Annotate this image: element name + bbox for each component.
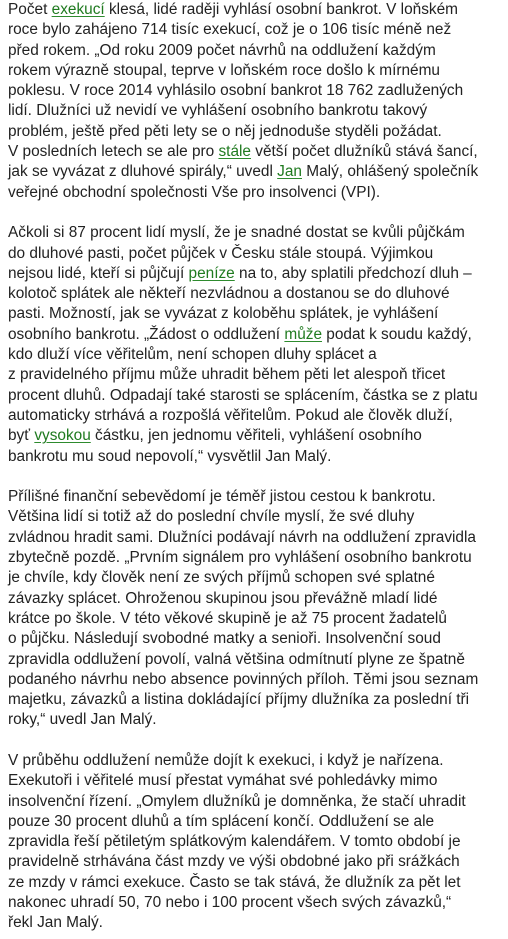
article-paragraph (8, 751, 508, 934)
text-segment: na to, aby splatili předchozí dluh – (234, 264, 472, 282)
text-line (8, 893, 508, 913)
keyword-link[interactable]: může (284, 325, 323, 343)
text-line (8, 528, 508, 548)
text-segment: řekl Jan Malý. (8, 914, 103, 932)
text-line (8, 650, 508, 670)
text-segment: procent dluhů. Odpadají také starosti se splácením, částka se z platu (8, 386, 478, 404)
keyword-link[interactable]: stále (218, 143, 251, 161)
keyword-link[interactable]: exekucí (51, 1, 105, 18)
text-segment: V posledních letech se ale pro (8, 143, 219, 161)
text-segment: zpravidla oddlužení povolí, valná většina odmítnutí plyne ze špatně (8, 650, 465, 668)
keyword-link[interactable]: peníze (188, 264, 235, 282)
text-line (8, 142, 508, 162)
text-line (8, 792, 508, 812)
text-segment: nejsou lidé, kteří si půjčují (8, 264, 189, 282)
text-segment: do dluhové pasti, počet půjček v Česku stále stoupá. Výjimkou (8, 244, 434, 262)
text-segment: Většina lidí si totiž až do poslední chvíle myslí, že své dluhy (8, 508, 415, 526)
text-line (8, 244, 508, 264)
text-line (8, 751, 508, 771)
text-line (8, 20, 508, 40)
text-line (8, 852, 508, 872)
text-segment: majetku, závazků a listina dokládající příjmy dlužníka za poslední tři (8, 691, 470, 709)
text-segment: zbytečně pozdě. „Prvním signálem pro vyhlášení osobního bankrotu (8, 549, 472, 567)
text-segment: byť (8, 427, 35, 445)
text-line (8, 162, 508, 182)
text-segment: veřejné obchodní společnosti Vše pro insolvenci (VPI). (8, 183, 381, 201)
text-line (8, 386, 508, 406)
text-segment: větší počet dlužníků stává šancí, (251, 143, 478, 161)
text-segment: pravidelně strhávána část mzdy ve výši obdobné jako při srážkách (8, 853, 460, 871)
text-line (8, 264, 508, 284)
text-segment: o půjčku. Následují svobodné matky a senioři. Insolvenční soud (8, 630, 441, 648)
text-segment: Ačkoli si 87 procent lidí myslí, že je snadné dostat se kvůli půjčkám (8, 224, 465, 242)
text-line (8, 832, 508, 852)
text-segment: částku, jen jednomu věřiteli, vyhlášení osobního (90, 427, 422, 445)
text-line (8, 122, 508, 142)
text-line (8, 589, 508, 609)
text-segment: zvládnou hradit sami. Dlužníci podávají návrh na oddlužení zpravidla (8, 528, 476, 546)
text-line (8, 710, 508, 730)
text-segment: poklesu. V roce 2014 vyhlásilo osobní bankrot 18 762 zadlužených (8, 82, 464, 100)
text-segment: lidí. Dlužníci už nevidí ve vyhlášení osobního bankrotu takový (8, 102, 428, 120)
text-segment: Exekutoři i věřitelé musí přestat vymáhat své pohledávky mimo (8, 772, 438, 790)
text-segment: z pravidelného příjmu může uhradit během pěti let alespoň třicet (8, 366, 446, 384)
text-line (8, 548, 508, 568)
text-segment: pasti. Možností, jak se vyvázat z koloběhu splátek, je vyhlášení (8, 305, 439, 323)
text-line (8, 365, 508, 385)
text-line (8, 0, 508, 20)
text-line (8, 568, 508, 588)
text-segment: V průběhu oddlužení nemůže dojít k exekuci, i když je nařízena. (8, 751, 444, 769)
text-segment: podat k soudu každý, (322, 325, 472, 343)
text-segment: pouze 30 procent dluhů a tím splácení končí. Oddlužení se ale (8, 812, 435, 830)
text-line (8, 670, 508, 690)
text-line (8, 447, 508, 467)
keyword-link[interactable]: vysokou (34, 427, 91, 445)
text-segment: osobního bankrotu. „Žádost o oddlužení (8, 325, 285, 343)
text-segment: rokem výrazně stoupal, teprve v loňském roce došlo k mírnému (8, 61, 440, 79)
text-line (8, 81, 508, 101)
text-line (8, 771, 508, 791)
text-line (8, 284, 508, 304)
text-segment: je chvíle, kdy člověk není ze svých příjmů schopen své splatné (8, 569, 435, 587)
text-line (8, 690, 508, 710)
text-segment: kdo dluží více věřitelům, není schopen dluhy splácet a (8, 346, 377, 364)
text-line (8, 61, 508, 81)
article-paragraph (8, 487, 508, 731)
text-segment: problém, ještě před pěti lety se o něj jednoduše styděli požádat. (8, 122, 442, 140)
text-line (8, 304, 508, 324)
keyword-link[interactable]: Jan (277, 163, 302, 181)
text-line (8, 913, 508, 933)
text-line (8, 345, 508, 365)
text-segment: zpravidla řeší pětiletým splátkovým kalendářem. V tomto období je (8, 833, 461, 851)
text-segment: Malý, ohlášený společník (302, 163, 479, 181)
text-segment: bankrotu mu soud nepovolí,“ vysvětlil Jan Malý. (8, 447, 332, 465)
text-segment: ze mzdy v rámci exekuce. Často se tak stává, že dlužník za pět let (8, 873, 461, 891)
text-line (8, 183, 508, 203)
text-segment: roce bylo zahájeno 714 tisíc exekucí, což je o 106 tisíc méně než (8, 21, 452, 39)
text-segment: automaticky strhává a rozpošlá věřitelům. Pokud ale člověk dluží, (8, 406, 453, 424)
text-line (8, 325, 508, 345)
text-line (8, 406, 508, 426)
text-segment: nakonec uhradí 50, 70 nebo i 100 procent všech svých závazků,“ (8, 894, 452, 912)
text-line (8, 41, 508, 61)
text-line (8, 426, 508, 446)
text-line (8, 812, 508, 832)
text-segment: roky,“ uvedl Jan Malý. (8, 711, 157, 729)
text-line (8, 223, 508, 243)
text-segment: Počet (8, 1, 52, 18)
text-segment: před rokem. „Od roku 2009 počet návrhů na oddlužení každým (8, 41, 436, 59)
text-line (8, 507, 508, 527)
text-segment: závazky splácet. Ohroženou skupinou jsou převážně mladí lidé (8, 589, 438, 607)
text-segment: kolotoč splátek ale někteří nezvládnou a dostanou se do dluhové (8, 285, 450, 303)
article-paragraph (8, 223, 508, 467)
text-segment: klesá, lidé raději vyhlásí osobní bankrot. V loňském (104, 1, 458, 18)
text-line (8, 487, 508, 507)
text-line (8, 609, 508, 629)
text-line (8, 101, 508, 121)
text-segment: krátce po škole. V této věkové skupině je až 75 procent žadatelů (8, 609, 447, 627)
text-segment: insolvenční řízení. „Omylem dlužníků je domněnka, že stačí uhradit (8, 792, 466, 810)
article-paragraph (8, 0, 508, 203)
text-segment: podaného návrhu nebo absence povinných příloh. Těmi jsou seznam (8, 670, 479, 688)
text-segment: Přílišné finanční sebevědomí je téměř jistou cestou k bankrotu. (8, 488, 436, 506)
text-segment: jak se vyvázat z dluhové spirály,“ uvedl (8, 163, 278, 181)
text-line (8, 873, 508, 893)
text-line (8, 629, 508, 649)
